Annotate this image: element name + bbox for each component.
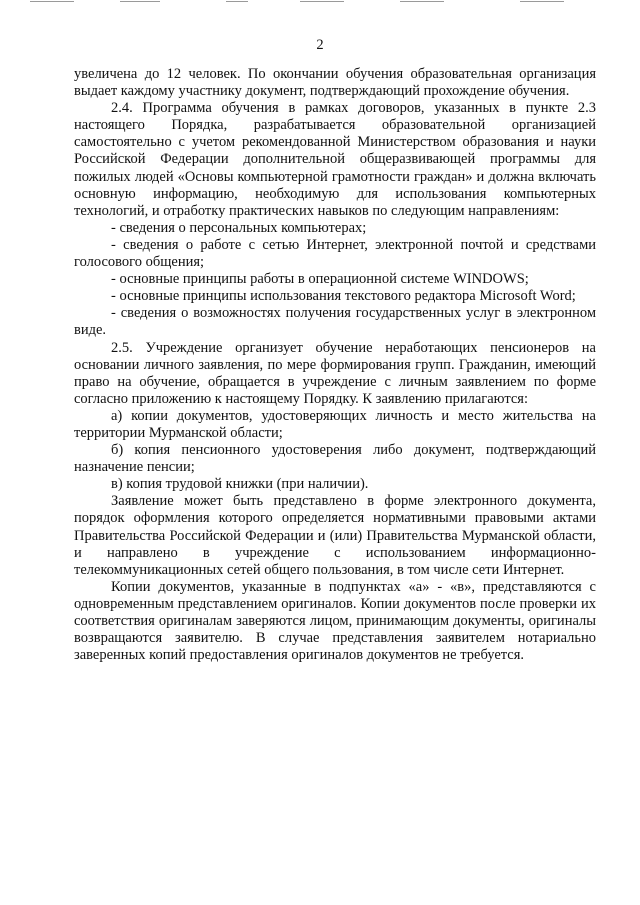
paragraph-2-5: 2.5. Учреждение организует обучение неработающих пенсионеров на основании личного заявления, по мере формирования групп. Гражданин, имеющий право на обучение, обращается в учреждение с личным заявлением по форме согласно приложению к настоящему Порядку. К заявлению прилагаются: (74, 339, 596, 407)
document-body (74, 66, 596, 664)
paragraph-electronic-application: Заявление может быть представлено в форме электронного документа, порядок оформления которого определяется нормативными правовыми актами Правительства Российской Федерации и (или) Правительства Мурманской области, и направлено в учреждение с использованием информационно-телекоммуникационных сетей общего пользования, в том числе сети Интернет. (74, 493, 596, 578)
page-number: 2 (316, 37, 324, 53)
list-item-gov-services: - сведения о возможностях получения государственных услуг в электронном виде. (74, 305, 596, 339)
scan-edge-marks (0, 0, 640, 6)
list-item-personal-computers: - сведения о персональных компьютерах; (111, 219, 367, 236)
list-item-c: в) копия трудовой книжки (при наличии). (111, 476, 369, 493)
list-item-internet-email: - сведения о работе с сетью Интернет, электронной почтой и средствами голосового общения; (74, 236, 596, 271)
list-item-b: б) копия пенсионного удостоверения либо документ, подтверждающий назначение пенсии; (74, 442, 596, 476)
list-item-word: - основные принципы использования текстового редактора Microsoft Word; (111, 288, 576, 305)
paragraph-document-copies: Копии документов, указанные в подпунктах «а» - «в», представляются с одновременным представлением оригиналов. Копии документов после проверки их соответствия оригиналам заверяются лицом, принимающим документы, оригиналы возвращаются заявителю. В случае представления заявителем нотариально заверенных копий предоставления оригиналов документов не требуется. (74, 578, 596, 664)
list-item-windows: - основные принципы работы в операционной системе WINDOWS; (111, 271, 529, 288)
paragraph-continuation: увеличена до 12 человек. По окончании обучения образовательная организация выдает каждому участнику документ, подтверждающий прохождение обучения. (74, 66, 596, 100)
paragraph-2-4: 2.4. Программа обучения в рамках договоров, указанных в пункте 2.3 настоящего Порядка, разрабатывается образовательной организацией самостоятельно с учетом рекомендованной Министерством образования и науки Российской Федерации дополнительной общеразвивающей программы для пожилых людей «Основы компьютерной грамотности граждан» и должна включать основную информацию, необходимую для использования компьютерных технологий, и отработку практических навыков по следующим направлениям: (74, 100, 596, 219)
list-item-a: а) копии документов, удостоверяющих личность и место жительства на территории Мурманской области; (74, 407, 596, 441)
